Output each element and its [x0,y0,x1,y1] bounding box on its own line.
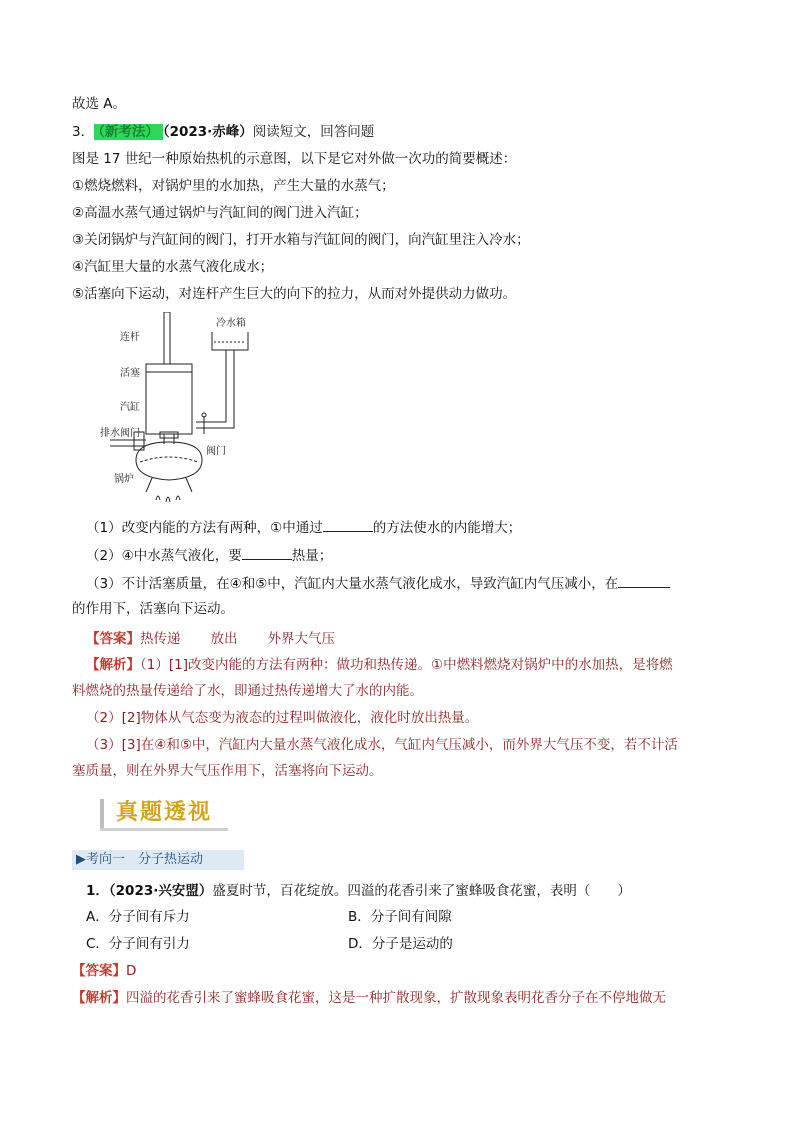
text-line: ⑤活塞向下运动，对连杆产生巨大的向下的拉力，从而对外提供动力做功。 [72,286,517,302]
question-text: 阅读短文，回答问题 [252,124,375,140]
label-piston: 活塞 [120,368,140,379]
analysis-line: 料燃烧的热量传递给了水，即通过热传递增大了水的内能。 [72,683,423,699]
analysis-line: （2）[2]物体从气态变为液态的过程叫做液化，液化时放出热量。 [86,710,479,726]
text-line: 的作用下，活塞向下运动。 [72,601,234,617]
text-line: 故选 A。 [72,96,127,112]
label-valve: 阀门 [206,446,226,457]
question-source: （2023·兴安盟） [108,883,213,899]
analysis-line: （3）[3]在④和⑤中，汽缸内大量水蒸气液化成水，气缸内气压减小，而外界大气压不变，若不计活 [86,737,678,753]
analysis-line: 塞质量，则在外界大气压作用下，活塞将向下运动。 [72,763,383,779]
heat-engine-diagram [100,312,270,508]
text-line: ①燃烧燃料，对锅炉里的水加热，产生大量的水蒸气； [72,178,395,194]
text-line: ②高温水蒸气通过锅炉与汽缸间的阀门进入汽缸； [72,205,368,221]
answer-row: 【答案】D [72,963,137,979]
label-cylinder: 汽缸 [120,402,140,413]
choice-d: D．分子是运动的 [348,936,453,952]
question-source: （2023·赤峰） [162,124,253,140]
answer-blank [242,545,292,560]
question-number: 3． [72,124,95,140]
label-boiler: 锅炉 [114,474,134,485]
choice-a: A．分子间有斥力 [86,909,190,925]
text-line: 图是 17 世纪一种原始热机的示意图，以下是它对外做一次功的简要概述： [72,151,517,167]
analysis-label: 【解析】 [86,657,140,673]
question-3-header [72,122,374,142]
sub-question-1: （1）改变内能的方法有两种，①中通过 的方法使水的内能增大； [86,517,521,538]
label-drain-valve: 排水阀门 [100,428,140,439]
new-method-tag: （新考法） [94,124,163,140]
label-rod: 连杆 [120,332,140,343]
answer-blank [323,517,373,532]
choice-b: B．分子间有间隙 [348,909,452,925]
direction-heading: ▶考向一 分子热运动 [72,850,244,870]
label-tank: 冷水箱 [216,318,246,329]
analysis-line: 【解析】四溢的花香引来了蜜蜂吸食花蜜，这是一种扩散现象，扩散现象表明花香分子在不停地做无 [72,990,666,1006]
choice-c: C．分子间有引力 [86,936,190,952]
sub-question-3: （3）不计活塞质量，在④和⑤中，汽缸内大量水蒸气液化成水，导致汽缸内气压减小，在 [86,573,670,594]
analysis-line: 【解析】（1）[1]改变内能的方法有两种：做功和热传递。①中燃料燃烧对锅炉中的水加热，是将燃 [86,657,673,673]
answer-row: 【答案】热传递 放出 外界大气压 [86,631,335,647]
answer-blank [618,573,670,588]
sub-question-2: （2）④中水蒸气液化，要 热量； [86,545,332,566]
text-line: ④汽缸里大量的水蒸气液化成水； [72,259,274,275]
text-line: ③关闭锅炉与汽缸间的阀门，打开水箱与汽缸间的阀门，向汽缸里注入冷水； [72,232,530,248]
question-1: 1．（2023·兴安盟）盛夏时节，百花绽放。四溢的花香引来了蜜蜂吸食花蜜，表明（ ） [86,883,631,899]
section-title: 真题透视 [100,795,228,831]
answer-label: 【答案】 [72,963,126,979]
answer-label: 【答案】 [86,631,140,647]
analysis-label: 【解析】 [72,990,126,1006]
